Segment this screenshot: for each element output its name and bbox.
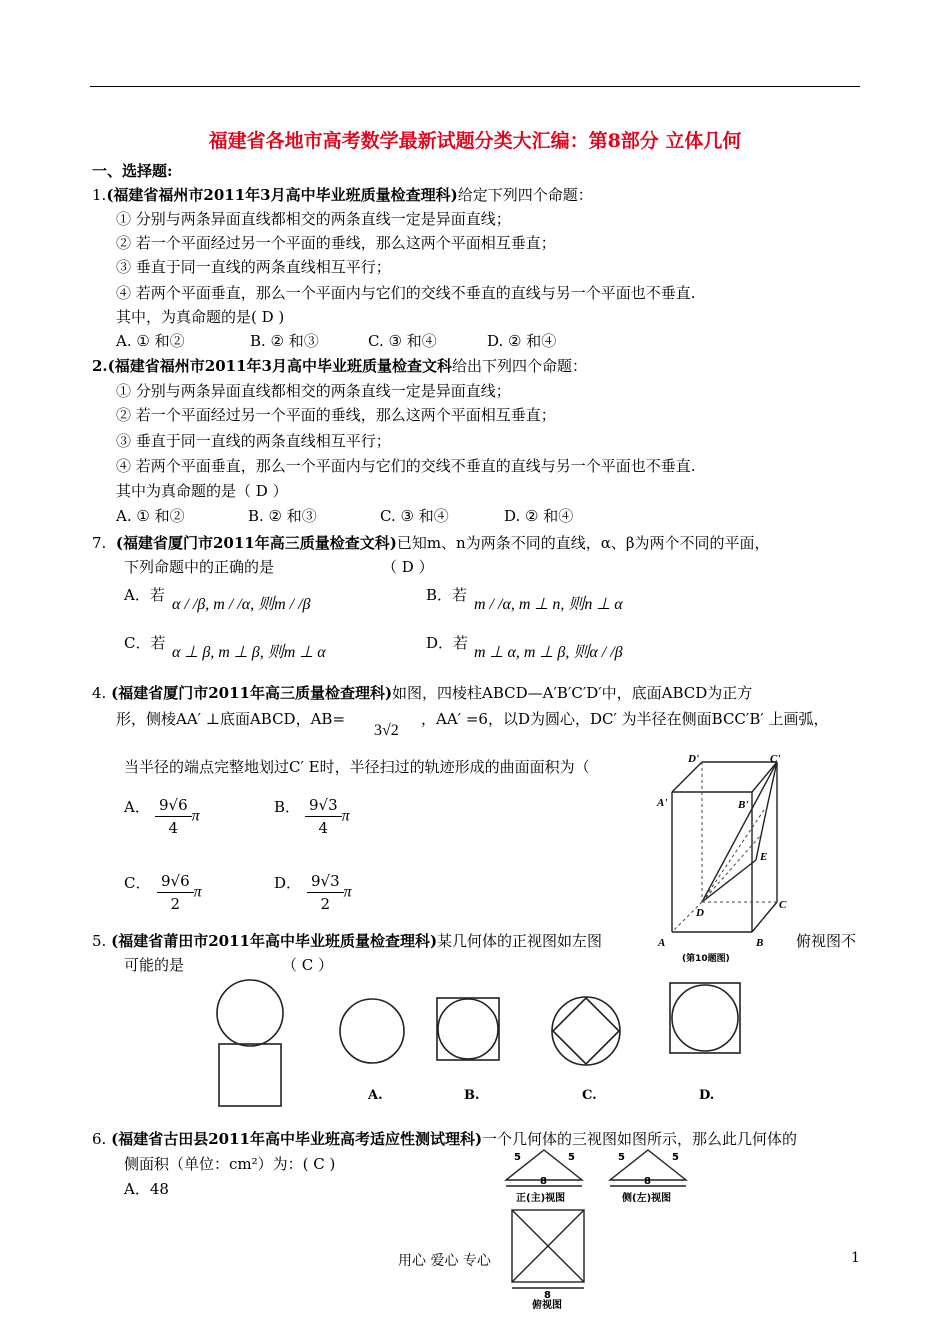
question-7-header	[92, 532, 770, 554]
question-number: 1.	[92, 186, 107, 204]
section-heading: 一、选择题:	[92, 162, 173, 180]
q2-option-b: B. ② 和③	[248, 507, 317, 525]
base-length-label: 8	[644, 1176, 651, 1187]
vertex-label: B	[756, 937, 764, 949]
q4-option-d-label: D．	[274, 874, 302, 892]
q2-item-2: ② 若一个平面经过另一个平面的垂线，那么这两个平面相互垂直；	[116, 406, 556, 424]
fraction-denominator: 4	[168, 819, 179, 837]
slant-length-label: 5	[514, 1152, 521, 1163]
q4-line-3: 当半径的端点完整地划过C′ E时，半径扫过的轨迹形成的曲面面积为（	[124, 758, 590, 776]
question-source: (福建省古田县2011年高中毕业班高考适应性测试理科)	[111, 1130, 483, 1148]
q7-option-b-math: m / /α, m ⊥ n, 则n ⊥ α	[474, 596, 623, 613]
q2-option-a: A. ① 和②	[116, 507, 185, 525]
vertex-label: B'	[738, 799, 749, 811]
q7-line-2: 下列命题中的正确的是	[124, 558, 275, 576]
q2-item-4: ④ 若两个平面垂直，那么一个平面内与它们的交线不垂直的直线与另一个平面也不垂直.	[116, 457, 696, 475]
q7-option-b-label: B．若	[426, 586, 468, 604]
fraction-numerator: 9√3	[307, 870, 344, 893]
q1-item-4: ④ 若两个平面垂直，那么一个平面内与它们的交线不垂直的直线与另一个平面也不垂直.	[116, 284, 696, 302]
fraction-denominator: 2	[320, 895, 331, 913]
page-footer: 用心 爱心 专心	[398, 1253, 491, 1269]
option-c-square	[553, 998, 619, 1064]
question-source: (福建省福州市2011年3月高中毕业班质量检查理科)	[106, 186, 458, 204]
front-view-square	[219, 1044, 281, 1106]
pi-symbol: π	[191, 807, 200, 825]
q7-option-d-math: m ⊥ α, m ⊥ β, 则α / /β	[474, 644, 623, 661]
option-b-circle	[438, 999, 498, 1059]
vertex-label: C	[779, 899, 787, 911]
q2-option-d: D. ② 和④	[504, 507, 574, 525]
q1-option-c: C. ③ 和④	[368, 332, 437, 350]
q4-line-2-math: 3√2	[374, 722, 399, 739]
question-source: (福建省福州市2011年3月高中毕业班质量检查文科	[107, 357, 452, 375]
q6-three-views-figure	[492, 1140, 702, 1312]
q1-option-d: D. ② 和④	[487, 332, 557, 350]
q6-line-2: 侧面积（单位：cm²）为：( C )	[124, 1155, 336, 1173]
q1-item-3: ③ 垂直于同一直线的两条直线相互平行；	[116, 258, 391, 276]
option-a-circle	[340, 999, 404, 1063]
q7-option-c-math: α ⊥ β, m ⊥ β, 则m ⊥ α	[172, 644, 326, 661]
option-b-label: B.	[464, 1088, 480, 1103]
slant-length-label: 5	[618, 1152, 625, 1163]
q6-option-a: A．48	[124, 1180, 169, 1198]
header-rule	[90, 86, 860, 87]
pi-symbol: π	[343, 883, 352, 901]
question-source: (福建省莆田市2011年高中毕业班质量检查理科)	[111, 932, 438, 950]
fraction-numerator: 9√6	[155, 794, 192, 817]
q1-item-1: ① 分别与两条异面直线都相交的两条直线一定是异面直线；	[116, 210, 511, 228]
slant-length-label: 5	[672, 1152, 679, 1163]
question-source: (福建省厦门市2011年高三质量检查文科)	[115, 534, 397, 552]
vertex-label: C'	[770, 753, 781, 765]
slant-length-label: 5	[568, 1152, 575, 1163]
front-view-circle	[217, 980, 283, 1046]
q5-views-figure	[210, 978, 750, 1110]
fraction-numerator: 9√3	[305, 794, 342, 817]
q2-option-c: C. ③ 和④	[380, 507, 449, 525]
pi-symbol: π	[193, 883, 202, 901]
option-d-square	[670, 983, 740, 1053]
q1-option-a: A. ① 和②	[116, 332, 185, 350]
q1-question: 其中，为真命题的是( D )	[116, 308, 285, 326]
question-stem: 已知m、n为两条不同的直线，α、β为两个不同的平面，	[396, 534, 770, 552]
question-4-header	[92, 682, 752, 704]
q4-option-a-label: A．	[124, 798, 150, 816]
q7-option-a-label: A．若	[124, 586, 165, 604]
fraction-denominator: 2	[170, 895, 181, 913]
side-view-label: 侧(左)视图	[622, 1193, 672, 1204]
question-number: 6.	[92, 1130, 107, 1148]
q4-option-b-label: B．	[274, 798, 301, 816]
vertex-label: A'	[657, 797, 668, 809]
question-stem: 一个几何体的三视图如图所示，那么此几何体的	[482, 1130, 798, 1148]
option-c-label: C.	[582, 1088, 597, 1103]
prism-figure	[652, 750, 792, 966]
q2-item-3: ③ 垂直于同一直线的两条直线相互平行；	[116, 432, 391, 450]
pi-symbol: π	[341, 807, 350, 825]
q4-line-2a: 形，侧棱AA′ ⊥底面ABCD，AB=	[116, 710, 346, 728]
option-c-circle	[552, 997, 620, 1065]
fraction-denominator: 4	[318, 819, 329, 837]
q7-option-c-label: C．若	[124, 634, 166, 652]
q7-option-a-math: α / /β, m / /α, 则m / /β	[172, 596, 311, 613]
base-length-label: 8	[540, 1176, 547, 1187]
vertex-label: A	[658, 937, 666, 949]
top-view-label: 俯视图	[532, 1300, 562, 1311]
q4-option-d-value	[307, 870, 352, 915]
question-source: (福建省厦门市2011年高三质量检查理科)	[111, 684, 393, 702]
q7-answer: （ D ）	[382, 558, 434, 576]
q4-option-b-value	[305, 794, 350, 839]
q5-stem-tail: 俯视图不	[796, 932, 857, 950]
page-title: 福建省各地市高考数学最新试题分类大汇编：第8部分 立体几何	[208, 130, 742, 152]
question-number: 7.	[92, 534, 107, 552]
page-number: 1	[851, 1250, 860, 1266]
vertex-label: E	[760, 851, 768, 863]
q5-answer: （ C ）	[282, 956, 334, 974]
question-stem: 给定下列四个命题：	[457, 186, 593, 204]
option-a-label: A.	[368, 1088, 383, 1103]
question-number: 2.	[92, 357, 108, 375]
option-d-circle	[672, 985, 738, 1051]
question-number: 4.	[92, 684, 107, 702]
question-5-header	[92, 930, 602, 952]
question-number: 5.	[92, 932, 107, 950]
question-stem: 如图，四棱柱ABCD—A′B′C′D′中，底面ABCD为正方	[392, 684, 753, 702]
base-length-label: 8	[544, 1290, 551, 1301]
q5-line-2: 可能的是	[124, 956, 185, 974]
vertex-label: D'	[688, 753, 699, 765]
q1-item-2: ② 若一个平面经过另一个平面的垂线，那么这两个平面相互垂直；	[116, 234, 556, 252]
q4-option-c-value	[157, 870, 202, 915]
question-1-header	[92, 184, 593, 206]
q4-option-c-label: C．	[124, 874, 151, 892]
q2-item-1: ① 分别与两条异面直线都相交的两条直线一定是异面直线；	[116, 382, 511, 400]
question-stem: 给出下列四个命题：	[451, 357, 587, 375]
q4-option-a-value	[155, 794, 200, 839]
fraction-numerator: 9√6	[157, 870, 194, 893]
figure-caption: (第10题图)	[682, 954, 730, 964]
q2-question: 其中为真命题的是（ D ）	[116, 482, 288, 500]
option-d-label: D.	[699, 1088, 715, 1103]
question-stem: 某几何体的正视图如左图	[437, 932, 603, 950]
vertex-label: D	[696, 907, 704, 919]
front-view-label: 正(主)视图	[516, 1193, 566, 1204]
question-2-header	[92, 355, 587, 377]
q4-line-2b: ，AA′ =6，以D为圆心，DC′ 为半径在侧面BCC′B′ 上画弧，	[421, 710, 829, 728]
q7-option-d-label: D．若	[426, 634, 469, 652]
q1-option-b: B. ② 和③	[250, 332, 319, 350]
